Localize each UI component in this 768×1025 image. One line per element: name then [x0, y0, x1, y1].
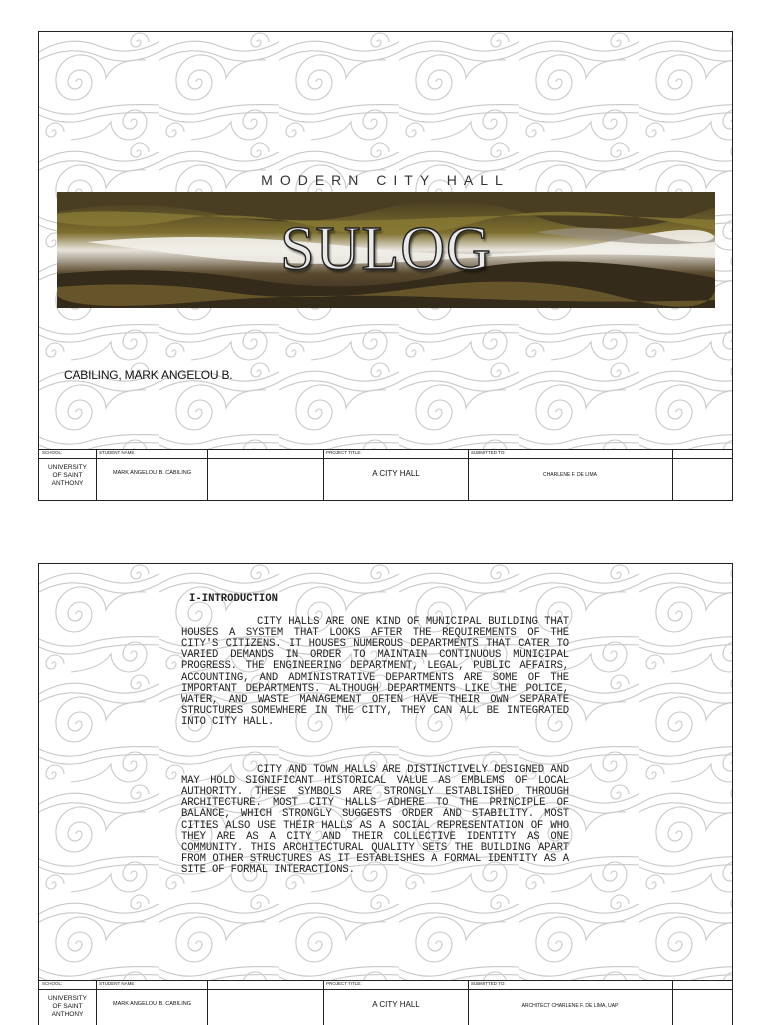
project-subtitle: MODERN CITY HALL — [261, 172, 510, 188]
section-heading: I-INTRODUCTION — [189, 593, 279, 605]
paragraph: CITY AND TOWN HALLS ARE DISTINCTIVELY DESIGNED AND MAY HOLD SIGNIFICANT HISTORICAL VALUE AS EMBLEMS OF LOCAL AUTHORITY. THESE SYMBOLS ARE STRONGLY ESTABLISHED THROUGH ARCHITECTURE. MOST CITY HALLS ADHERE TO THE PRINCIPLE OF BALANCE, WHICH STRONGLY SUGGESTS ORDER AND STABILITY. MOST CITIES ALSO USE THEIR HALLS AS A SOCIAL REPRESENTATION OF WHO THEY ARE AS A CITY AND THEIR COLLECTIVE IDENTITY AS ONE COMMUNITY. THIS ARCHITECTURAL QUALITY SETS THE BUILDING APART FROM OTHER STRUCTURES AS IT ESTABLISHES A FORMAL IDENTITY AS A SITE OF FORMAL INTERACTIONS. — [181, 764, 569, 876]
student-header: STUDENT NAME — [99, 450, 135, 455]
submitted-to-value: ARCHITECT CHARLENE F. DE LIMA, UAP — [521, 1003, 619, 1009]
title-block-header-row — [39, 980, 732, 990]
project-title-logo: SULOG — [280, 215, 492, 283]
student-name-value: MARK ANGELOU B. CABILING — [113, 1001, 191, 1007]
cover-sheet — [38, 31, 733, 501]
title-banner — [57, 192, 715, 308]
student-header: STUDENT NAME — [99, 981, 135, 986]
school-value: UNIVERSITY OF SAINT ANTHONY — [47, 995, 87, 1018]
paragraph: CITY HALLS ARE ONE KIND OF MUNICIPAL BUILDING THAT HOUSES A SYSTEM THAT LOOKS AFTER THE REQUIREMENTS OF THE CITY'S CITIZENS. IT HOUSES NUMEROUS DEPARTMENTS THAT CATER TO VARIED DEMANDS IN ORDER TO MAINTAIN CONTINUOUS MUNICIPAL PROGRESS. THE ENGINEERING DEPARTMENT, LEGAL, PUBLIC AFFAIRS, ACCOUNTING, AND ADMINISTRATIVE DEPARTMENTS ARE SOME OF THE IMPORTANT DEPARTMENTS. ALTHOUGH DEPARTMENTS LIKE THE POLICE, WATER, AND WASTE MANAGEMENT OFTEN HAVE THEIR OWN SEPARATE STRUCTURES SOMEWHERE IN THE CITY, THEY CAN ALL BE INTEGRATED INTO CITY HALL. — [181, 616, 569, 728]
project-title-value: A CITY HALL — [372, 469, 420, 478]
submitted-to-value: CHARLENE F. DE LIMA — [543, 472, 597, 478]
project-header: PROJECT TITLE: — [326, 981, 362, 986]
title-block — [39, 449, 732, 500]
introduction-sheet — [38, 563, 733, 1025]
school-header: SCHOOL: — [42, 450, 63, 455]
submitted-header: SUBMITTED TO: — [471, 450, 506, 455]
student-name-value: MARK ANGELOU B. CABILING — [113, 470, 191, 476]
introduction-text — [181, 594, 569, 913]
submitted-header: SUBMITTED TO: — [471, 981, 506, 986]
project-header: PROJECT TITLE: — [326, 450, 362, 455]
school-value: UNIVERSITY OF SAINT ANTHONY — [47, 464, 87, 487]
author-name: CABILING, MARK ANGELOU B. — [64, 368, 233, 382]
title-block-header-row — [39, 449, 732, 459]
school-header: SCHOOL: — [42, 981, 63, 986]
project-title-value: A CITY HALL — [372, 1000, 420, 1009]
title-block — [39, 980, 732, 1025]
